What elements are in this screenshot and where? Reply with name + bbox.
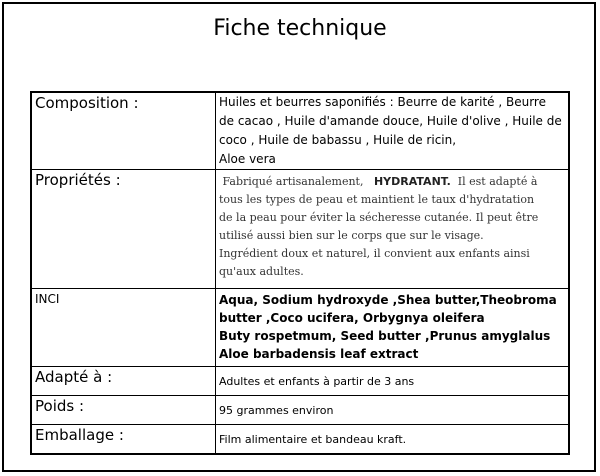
- proprietes-line: Ingrédient doux et naturel, il convient aux enfants ainsi: [219, 247, 530, 260]
- row-poids: [31, 396, 569, 425]
- proprietes-emphasis: HYDRATANT.: [373, 175, 451, 188]
- row-adapte: [31, 367, 569, 396]
- proprietes-line: de la peau pour éviter la sécheresse cutanée. Il peut être: [219, 211, 539, 224]
- adapte-label: Adapté à :: [31, 367, 216, 396]
- technical-sheet-table: [30, 91, 570, 455]
- proprietes-line: qu'aux adultes.: [219, 265, 304, 278]
- poids-label: Poids :: [31, 396, 216, 425]
- inci-line: Aqua, Sodium hydroxyde ,Shea butter,Theobroma: [219, 293, 557, 307]
- row-proprietes: [31, 170, 569, 289]
- proprietes-after: Il est adapté à: [457, 175, 538, 188]
- inci-line: Aloe barbadensis leaf extract: [219, 347, 419, 361]
- row-composition: [31, 92, 569, 170]
- composition-line: Aloe vera: [219, 152, 276, 166]
- composition-line: coco , Huile de babassu , Huile de ricin,: [219, 133, 457, 147]
- proprietes-intro: Fabriqué artisanalement,: [222, 175, 364, 188]
- proprietes-line: tous les types de peau et maintient le taux d'hydratation: [219, 193, 535, 206]
- page-title: Fiche technique: [213, 16, 387, 41]
- emballage-value: Film alimentaire et bandeau kraft.: [216, 425, 570, 454]
- inci-label: INCI: [31, 289, 216, 367]
- adapte-value: Adultes et enfants à partir de 3 ans: [216, 367, 570, 396]
- composition-label: Composition :: [31, 92, 216, 170]
- emballage-label: Emballage :: [31, 425, 216, 454]
- row-emballage: [31, 425, 569, 454]
- poids-value: 95 grammes environ: [216, 396, 570, 425]
- composition-line: Huiles et beurres saponifiés : Beurre de karité , Beurre: [219, 95, 546, 109]
- row-inci: [31, 289, 569, 367]
- proprietes-first-line: [219, 173, 568, 191]
- inci-value: [216, 289, 570, 367]
- inci-line: butter ,Coco ucifera, Orbygnya oleifera: [219, 311, 485, 325]
- composition-line: de cacao , Huile d'amande douce, Huile d'olive , Huile de: [219, 114, 562, 128]
- inci-line: Buty rospetmum, Seed butter ,Prunus amyglalus: [219, 329, 551, 343]
- proprietes-label: Propriétés :: [31, 170, 216, 289]
- proprietes-value: [216, 170, 570, 289]
- proprietes-line: utilisé aussi bien sur le corps que sur le visage.: [219, 229, 484, 242]
- composition-value: [216, 92, 570, 170]
